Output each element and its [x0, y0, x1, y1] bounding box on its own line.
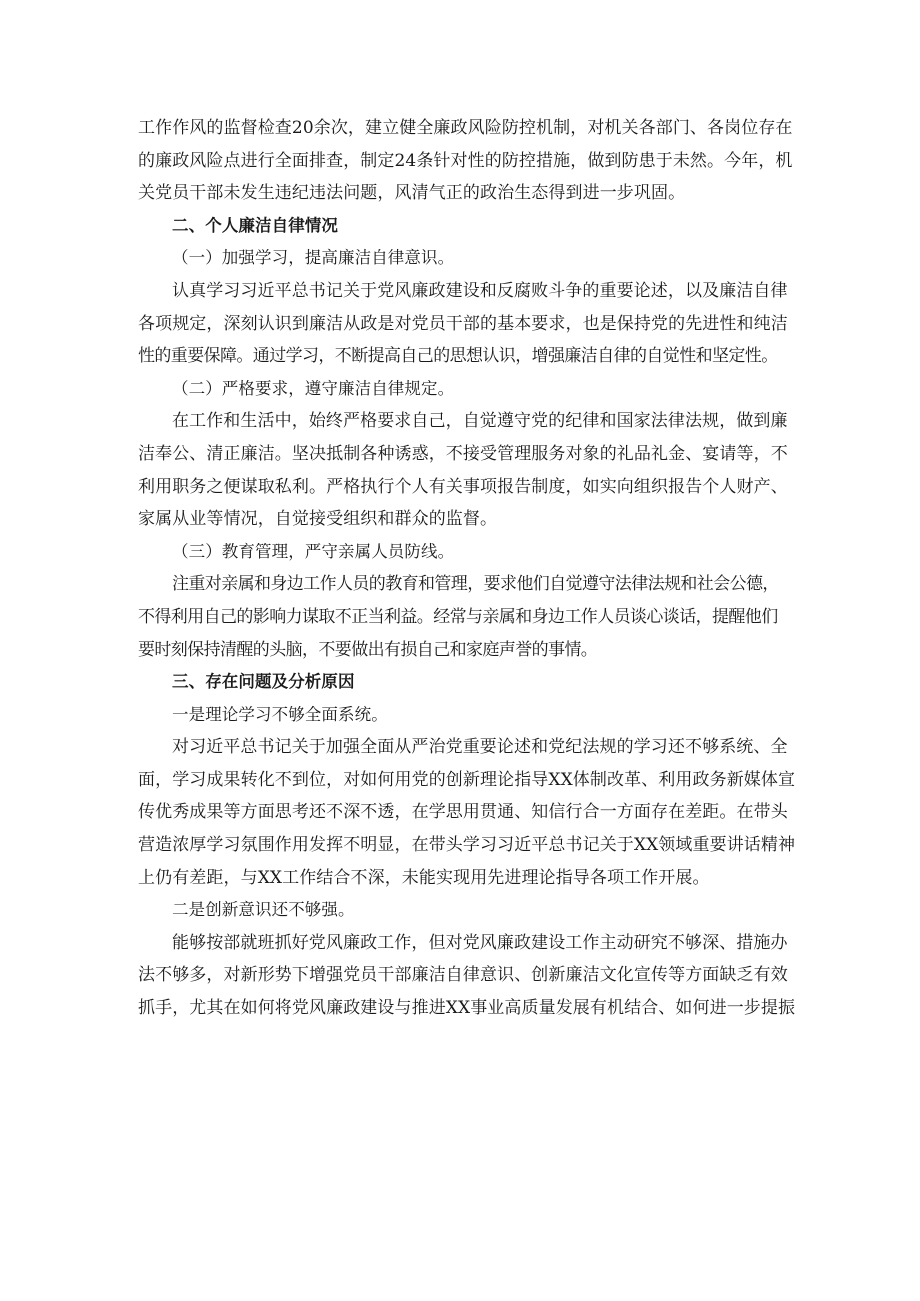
paragraph-line: 洁奉公、清正廉洁。坚决抵制各种诱惑，不接受管理服务对象的礼品礼金、宴请等，不	[138, 443, 788, 464]
paragraph-line: 抓手，尤其在如何将党风廉政建设与推进XX事业高质量发展有机结合、如何进一步提振	[138, 998, 796, 1019]
paragraph-line: 性的重要保障。通过学习，不断提高自己的思想认识，增强廉洁自律的自觉性和坚定性。	[138, 346, 778, 367]
paragraph-line: 对习近平总书记关于加强全面从严治党重要论述和党纪法规的学习还不够系统、全	[172, 737, 788, 758]
paragraph-line: 认真学习习近平总书记关于党风廉政建设和反腐败斗争的重要论述，以及廉洁自律	[172, 280, 788, 301]
subsection-heading: 一是理论学习不够全面系统。	[172, 704, 388, 724]
paragraph-line: 各项规定，深刻认识到廉洁从政是对党员干部的基本要求，也是保持党的先进性和纯洁	[138, 313, 788, 334]
paragraph-line: 面，学习成果转化不到位，对如何用党的创新理论指导XX体制改革、利用政务新媒体宣	[138, 769, 796, 790]
paragraph-line: 不得利用自己的影响力谋取不正当利益。经常与亲属和身边工作人员谈心谈话，提醒他们	[138, 606, 778, 627]
paragraph-line: 注重对亲属和身边工作人员的教育和管理，要求他们自觉遵守法律法规和社会公德，	[172, 574, 779, 595]
section-heading: 二、个人廉洁自律情况	[172, 215, 338, 235]
paragraph-line: 关党员干部未发生违纪违法问题，风清气正的政治生态得到进一步巩固。	[138, 183, 686, 204]
paragraph-line: 在工作和生活中，始终严格要求自己，自觉遵守党的纪律和国家法律法规，做到廉	[172, 411, 788, 432]
section-heading: 三、存在问题及分析原因	[172, 672, 355, 692]
paragraph-line: 上仍有差距，与XX工作结合不深，未能实现用先进理论指导各项工作开展。	[138, 867, 710, 888]
paragraph-line: 要时刻保持清醒的头脑，不要做出有损自己和家庭声誉的事情。	[138, 639, 598, 660]
paragraph-line: 家属从业等情况，自觉接受组织和群众的监督。	[138, 509, 498, 530]
paragraph-line: 工作作风的监督检查20余次，建立健全廉政风险防控机制，对机关各部门、各岗位存在	[138, 118, 793, 138]
paragraph-line: 传优秀成果等方面思考还不深不透，在学思用贯通、知信行合一方面存在差距。在带头	[138, 802, 788, 823]
subsection-heading: 二是创新意识还不够强。	[172, 900, 355, 920]
subsection-heading: （一）加强学习，提高廉洁自律意识。	[172, 248, 455, 268]
paragraph-line: 的廉政风险点进行全面排查，制定24条针对性的防控措施，做到防患于未然。今年，机	[138, 150, 793, 171]
paragraph-line: 法不够多，对新形势下增强党员干部廉洁自律意识、创新廉洁文化宣传等方面缺乏有效	[138, 965, 788, 986]
subsection-heading: （三）教育管理，严守亲属人员防线。	[172, 541, 455, 561]
subsection-heading: （二）严格要求，遵守廉洁自律规定。	[172, 378, 455, 398]
paragraph-line: 能够按部就班抓好党风廉政工作，但对党风廉政建设工作主动研究不够深、措施办	[172, 932, 788, 953]
paragraph-line: 利用职务之便谋取私利。严格执行个人有关事项报告制度，如实向组织报告个人财产、	[138, 476, 788, 497]
paragraph-line: 营造浓厚学习氛围作用发挥不明显，在带头学习习近平总书记关于XX领域重要讲话精神	[138, 835, 796, 856]
document-page	[138, 112, 796, 1025]
